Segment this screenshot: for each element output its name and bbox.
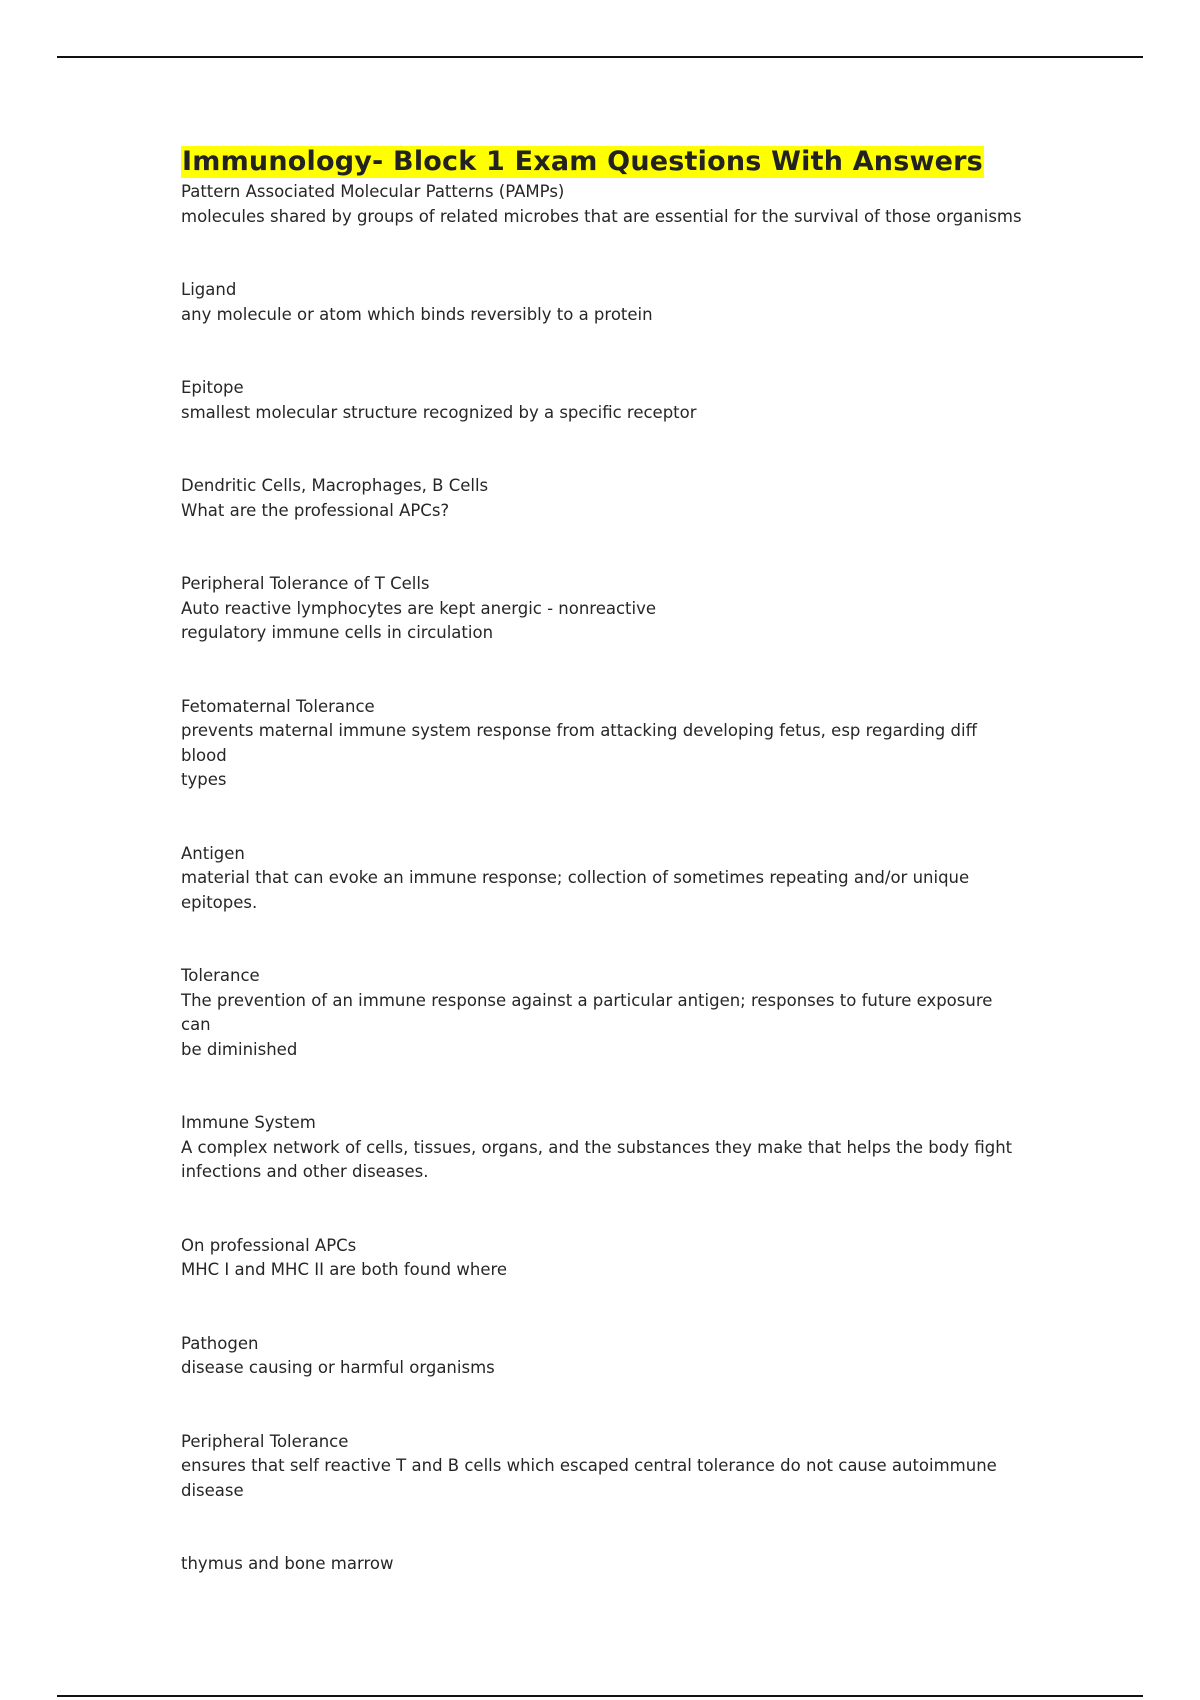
definition-line: ensures that self reactive T and B cells which escaped central tolerance do not cause autoimmune xyxy=(181,1456,997,1475)
document-title: Immunology- Block 1 Exam Questions With Answers xyxy=(182,146,983,177)
definition-line: regulatory immune cells in circulation xyxy=(181,623,494,642)
document-body xyxy=(181,146,1026,1626)
flashcard-entry xyxy=(181,376,1026,425)
definition-line: molecules shared by groups of related microbes that are essential for the survival of those organisms xyxy=(181,206,1022,226)
definition-line: any molecule or atom which binds reversibly to a protein xyxy=(181,304,653,324)
flashcard-entry xyxy=(181,842,1026,916)
definition-line: disease xyxy=(181,1480,244,1500)
term-text: Antigen xyxy=(181,843,245,863)
definition-line: disease causing or harmful organisms xyxy=(181,1358,495,1377)
definition-line: MHC I and MHC II are both found where xyxy=(181,1260,508,1279)
definition-line: types xyxy=(181,770,227,789)
term-text: Peripheral Tolerance of T Cells xyxy=(181,574,430,593)
term-text: On professional APCs xyxy=(181,1235,357,1255)
term-text: Epitope xyxy=(181,378,244,397)
flashcard-entry xyxy=(181,1332,1026,1381)
definition-line: A complex network of cells, tissues, organs, and the substances they make that helps the body fight xyxy=(181,1137,1013,1157)
flashcard-entry xyxy=(181,695,1026,793)
definition-line: What are the professional APCs? xyxy=(181,500,450,520)
term-text: Peripheral Tolerance xyxy=(181,1431,349,1451)
definition-line: material that can evoke an immune response; collection of sometimes repeating and/or unique xyxy=(181,868,970,887)
flashcard-entry xyxy=(181,180,1026,229)
flashcard-entry xyxy=(181,572,1026,646)
flashcard-entry xyxy=(181,1430,1026,1504)
flashcard-entry xyxy=(181,1234,1026,1283)
definition-line: prevents maternal immune system response from attacking developing fetus, esp regarding diff blood xyxy=(181,721,977,765)
term-text: Tolerance xyxy=(181,966,260,985)
term-text: Ligand xyxy=(181,280,237,299)
term-text: Fetomaternal Tolerance xyxy=(181,696,375,716)
term-text: Pathogen xyxy=(181,1333,259,1353)
flashcard-entry xyxy=(181,474,1026,523)
term-text: Dendritic Cells, Macrophages, B Cells xyxy=(181,476,489,495)
flashcard-entry xyxy=(181,964,1026,1062)
definition-line: Auto reactive lymphocytes are kept anergic - nonreactive xyxy=(181,598,657,618)
term-text: Immune System xyxy=(181,1113,316,1132)
flashcard-entry xyxy=(181,1552,1026,1577)
flashcard-list xyxy=(181,180,1026,1577)
flashcard-entry xyxy=(181,1111,1026,1185)
definition-line: infections and other diseases. xyxy=(181,1162,429,1181)
bottom-rule xyxy=(57,1695,1143,1697)
definition-line: be diminished xyxy=(181,1039,298,1059)
definition-line: smallest molecular structure recognized by a specific receptor xyxy=(181,402,697,422)
top-rule xyxy=(57,56,1143,58)
definition-line: epitopes. xyxy=(181,892,258,912)
term-text: thymus and bone marrow xyxy=(181,1554,394,1573)
definition-line: The prevention of an immune response against a particular antigen; responses to future exposure can xyxy=(181,990,993,1034)
flashcard-entry xyxy=(181,278,1026,327)
term-text: Pattern Associated Molecular Patterns (PAMPs) xyxy=(181,182,565,201)
